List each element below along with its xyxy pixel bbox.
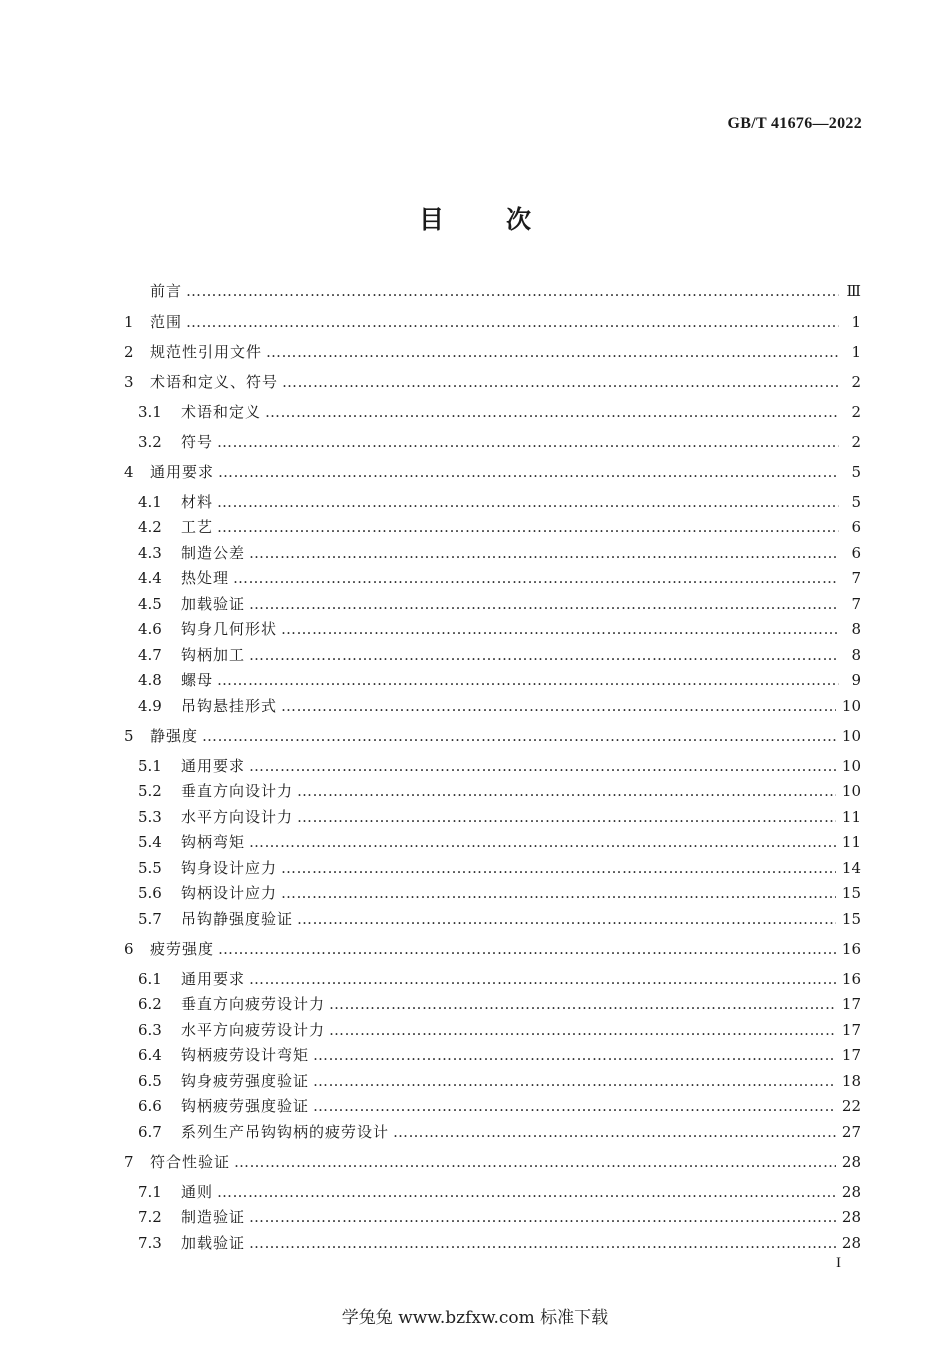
toc-entry-page: 28 [841,1153,861,1171]
toc-entry[interactable] [124,371,861,392]
toc-entry[interactable] [124,431,861,452]
toc-entry[interactable] [124,695,861,716]
toc-entry-page: 7 [851,569,861,587]
toc-entry-page: 28 [841,1208,861,1226]
toc-entry-title: 静强度 [150,727,199,745]
title-char-1: 目 [418,205,444,234]
toc-entry-number: 3.1 [138,403,162,421]
toc-entry[interactable] [124,280,861,301]
toc-entry-title: 通用要求 [150,463,215,481]
toc-entry[interactable] [124,491,861,512]
toc-leader-dots [297,782,836,800]
toc-entry-title: 钩身疲劳强度验证 [181,1072,310,1090]
toc-entry[interactable] [124,938,861,959]
toc-entry-title: 钩柄设计应力 [181,884,278,902]
toc-entry-title: 加载验证 [181,595,246,613]
toc-entry-number: 4 [124,463,134,481]
toc-entry-title: 加载验证 [181,1234,246,1252]
toc-entry-page: 8 [851,646,861,664]
toc-entry[interactable] [124,1095,861,1116]
toc-entry-number: 4.9 [138,697,162,715]
toc-entry[interactable] [124,593,861,614]
toc-entry-number: 6.1 [138,970,162,988]
toc-entry[interactable] [124,567,861,588]
toc-entry-number: 6.5 [138,1072,162,1090]
toc-entry[interactable] [124,542,861,563]
toc-leader-dots [217,433,839,451]
toc-entry-number: 6.3 [138,1021,162,1039]
toc-entry[interactable] [124,882,861,903]
toc-leader-dots [217,671,839,689]
toc-entry[interactable] [124,1206,861,1227]
toc-leader-dots [297,808,836,826]
toc-entry-title: 吊钩悬挂形式 [181,697,278,715]
toc-leader-dots [281,884,836,902]
toc-entry[interactable] [124,831,861,852]
toc-entry-number: 4.7 [138,646,162,664]
toc-leader-dots [233,569,839,587]
toc-entry-title: 符合性验证 [150,1153,231,1171]
toc-entry-title: 钩柄疲劳强度验证 [181,1097,310,1115]
toc-entry-page: 8 [851,620,861,638]
toc-leader-dots [266,343,839,361]
toc-entry-number: 2 [124,343,134,361]
toc-entry-title: 范围 [150,313,183,331]
toc-leader-dots [297,910,836,928]
toc-entry[interactable] [124,755,861,776]
toc-leader-dots [249,646,839,664]
toc-entry-title: 符号 [181,433,214,451]
toc-leader-dots [281,697,836,715]
toc-entry-page: 28 [841,1234,861,1252]
toc-entry-page: 2 [851,373,861,391]
toc-entry-title: 通用要求 [181,970,246,988]
toc-leader-dots [249,1208,836,1226]
toc-entry[interactable] [124,669,861,690]
toc-entry-title: 垂直方向设计力 [181,782,294,800]
toc-entry-title: 术语和定义、符号 [150,373,279,391]
toc-entry-number: 5.7 [138,910,162,928]
toc-entry-page: 1 [851,313,861,331]
toc-entry-number: 6.7 [138,1123,162,1141]
toc-entry[interactable] [124,1044,861,1065]
toc-leader-dots [217,493,839,511]
toc-entry-title: 制造验证 [181,1208,246,1226]
watermark-text: 学兔兔 www.bzfxw.com 标准下载 [341,1308,609,1328]
toc-entry-title: 工艺 [181,518,214,536]
toc-entry[interactable] [124,341,861,362]
toc-entry[interactable] [124,1232,861,1253]
toc-leader-dots [249,970,836,988]
toc-entry-number: 5.1 [138,757,162,775]
toc-entry[interactable] [124,993,861,1014]
toc-entry-number: 1 [124,313,134,331]
toc-leader-dots [218,463,839,481]
toc-entry-number: 5 [124,727,134,745]
toc-entry-title: 术语和定义 [181,403,262,421]
toc-entry-page: 1 [851,343,861,361]
toc-entry-page: 16 [841,940,861,958]
toc-entry-page: 22 [841,1097,861,1115]
toc-entry-title: 系列生产吊钩钩柄的疲劳设计 [181,1123,390,1141]
toc-entry[interactable] [124,1070,861,1091]
toc-entry-page: 10 [841,697,861,715]
toc-leader-dots [313,1046,836,1064]
toc-entry-number: 4.6 [138,620,162,638]
toc-entry-number: 6.6 [138,1097,162,1115]
toc-leader-dots [329,1021,836,1039]
toc-entry[interactable] [124,1019,861,1040]
toc-entry-page: 15 [841,910,861,928]
toc-entry-page: 11 [841,833,861,851]
toc-leader-dots [313,1097,836,1115]
toc-entry-page: 10 [841,727,861,745]
toc-entry-title: 通则 [181,1183,214,1201]
toc-entry-number: 6.2 [138,995,162,1013]
toc-entry-page: Ⅲ [846,282,861,300]
toc-entry[interactable] [124,725,861,746]
toc-entry[interactable] [124,857,861,878]
toc-entry-number: 4.1 [138,493,162,511]
toc-leader-dots [217,1183,836,1201]
toc-entry-page: 14 [841,859,861,877]
toc-entry-page: 27 [841,1123,861,1141]
toc-entry-page: 28 [841,1183,861,1201]
toc-leader-dots [249,1234,836,1252]
toc-entry-number: 3.2 [138,433,162,451]
standard-code: GB/T 41676—2022 [727,115,862,132]
toc-leader-dots [249,833,836,851]
toc-entry[interactable] [124,644,861,665]
toc-entry-page: 17 [841,1046,861,1064]
toc-entry-number: 3 [124,373,134,391]
toc-leader-dots [313,1072,836,1090]
toc-entry-page: 2 [851,403,861,421]
toc-entry-number: 4.5 [138,595,162,613]
toc-entry-title: 水平方向设计力 [181,808,294,826]
toc-leader-dots [202,727,836,745]
toc-leader-dots [217,518,839,536]
toc-entry-number: 4.4 [138,569,162,587]
toc-entry-number: 7.3 [138,1234,162,1252]
toc-entry-title: 规范性引用文件 [150,343,263,361]
toc-entry-number: 4.8 [138,671,162,689]
toc-entry-title: 螺母 [181,671,214,689]
toc-entry-page: 11 [841,808,861,826]
toc-entry-title: 钩身设计应力 [181,859,278,877]
toc-leader-dots [281,620,839,638]
toc-entry-title: 水平方向疲劳设计力 [181,1021,326,1039]
toc-leader-dots [249,595,839,613]
toc-entry[interactable] [124,1121,861,1142]
toc-entry-page: 10 [841,757,861,775]
page-number: I [836,1255,841,1271]
toc-entry-page: 16 [841,970,861,988]
toc-entry[interactable] [124,401,861,422]
toc-entry-number: 6.4 [138,1046,162,1064]
toc-entry-title: 前言 [150,282,183,300]
toc-entry-number: 5.4 [138,833,162,851]
toc-entry[interactable] [124,1151,861,1172]
toc-entry-page: 9 [851,671,861,689]
toc-entry-page: 5 [851,493,861,511]
toc-entry-page: 5 [851,463,861,481]
toc-entry-title: 垂直方向疲劳设计力 [181,995,326,1013]
toc-entry-page: 17 [841,1021,861,1039]
toc-leader-dots [281,859,836,877]
page-title [0,200,950,236]
toc-leader-dots [218,940,836,958]
toc-entry-page: 17 [841,995,861,1013]
toc-entry-number: 4.3 [138,544,162,562]
toc-entry[interactable] [124,968,861,989]
toc-entry-title: 疲劳强度 [150,940,215,958]
toc-leader-dots [234,1153,836,1171]
toc-leader-dots [249,544,839,562]
toc-entry-number: 5.6 [138,884,162,902]
toc-entry-title: 钩身几何形状 [181,620,278,638]
toc-entry-title: 钩柄弯矩 [181,833,246,851]
toc-entry[interactable] [124,1181,861,1202]
toc-entry-page: 6 [851,518,861,536]
toc-entry-number: 5.2 [138,782,162,800]
toc-entry-number: 7.2 [138,1208,162,1226]
toc-entry[interactable] [124,780,861,801]
toc-entry[interactable] [124,311,861,332]
toc-entry-page: 2 [851,433,861,451]
toc-leader-dots [329,995,836,1013]
toc-leader-dots [265,403,839,421]
toc-leader-dots [282,373,839,391]
toc-entry-title: 钩柄疲劳设计弯矩 [181,1046,310,1064]
toc-leader-dots [393,1123,836,1141]
toc-entry-number: 7 [124,1153,134,1171]
toc-entry[interactable] [124,908,861,929]
toc-entry-title: 材料 [181,493,214,511]
toc-entry[interactable] [124,516,861,537]
toc-entry-title: 制造公差 [181,544,246,562]
toc-entry-number: 4.2 [138,518,162,536]
toc-entry-title: 吊钩静强度验证 [181,910,294,928]
toc-entry-number: 7.1 [138,1183,162,1201]
toc-leader-dots [186,282,839,300]
title-char-2: 次 [506,205,532,234]
toc-leader-dots [186,313,839,331]
toc-entry[interactable] [124,806,861,827]
toc-entry-page: 15 [841,884,861,902]
toc-entry-number: 5.3 [138,808,162,826]
toc-entry-number: 5.5 [138,859,162,877]
toc-entry[interactable] [124,618,861,639]
toc-entry-title: 通用要求 [181,757,246,775]
toc-entry-page: 7 [851,595,861,613]
toc-entry-page: 18 [841,1072,861,1090]
toc-entry-number: 6 [124,940,134,958]
toc-leader-dots [249,757,836,775]
toc-entry-title: 热处理 [181,569,230,587]
toc-entry-page: 6 [851,544,861,562]
toc-entry-page: 10 [841,782,861,800]
toc-entry[interactable] [124,461,861,482]
toc-entry-title: 钩柄加工 [181,646,246,664]
